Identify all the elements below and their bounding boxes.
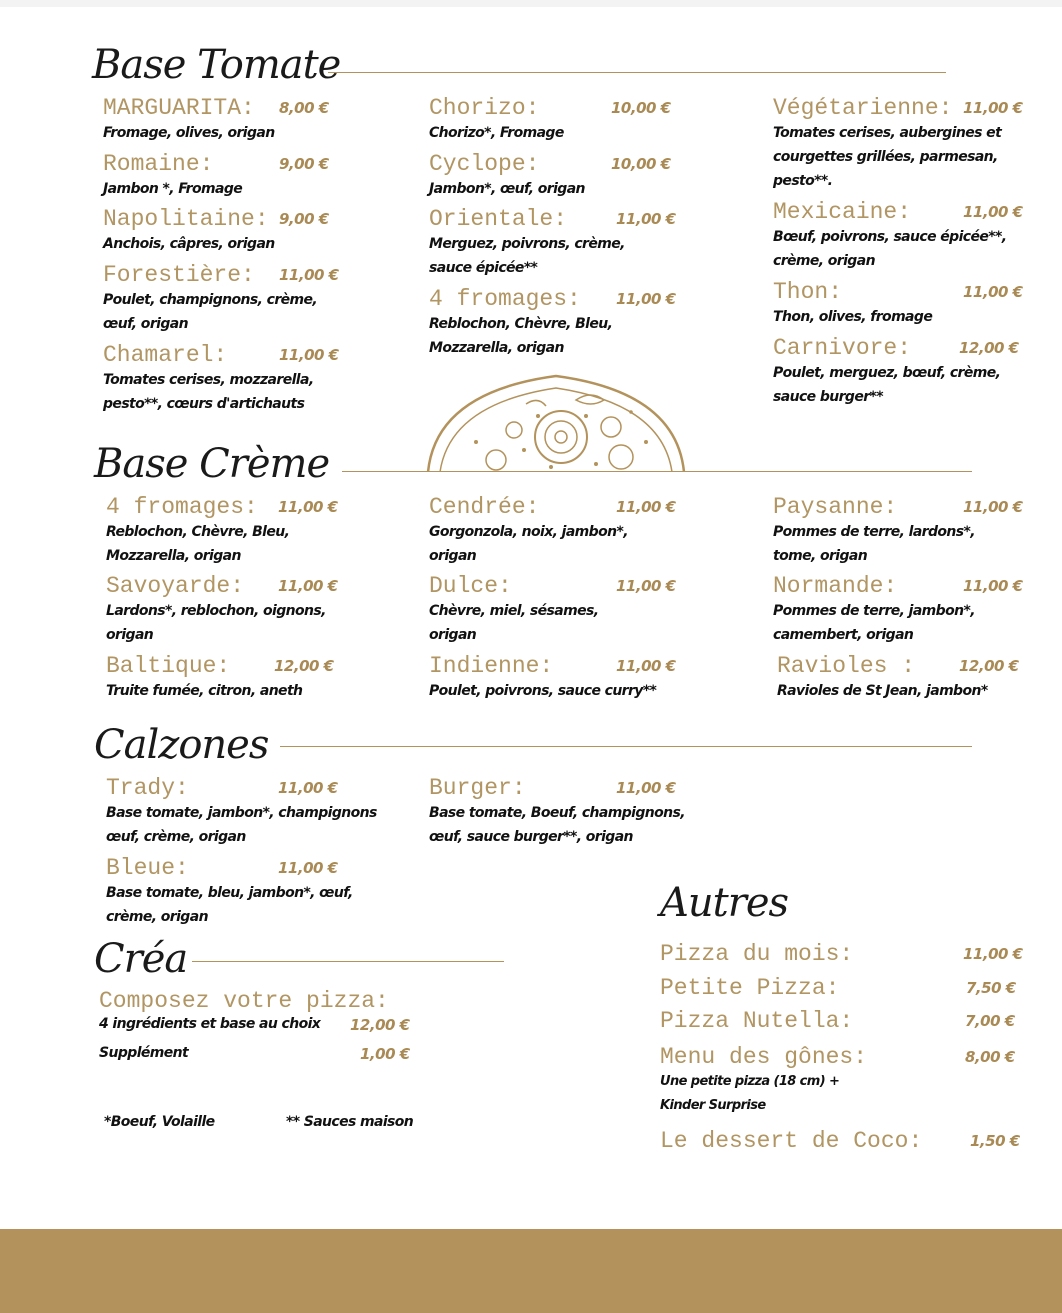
item-description: Truite fumée, citron, aneth (106, 683, 303, 699)
item-name: Trady: (106, 775, 189, 801)
item-price: 9,00 € (279, 155, 329, 173)
item-price: 7,50 € (966, 979, 1016, 997)
item-description: Base tomate, Boeuf, champignons, œuf, sauce burger**, origan (429, 805, 685, 845)
item-name: Le dessert de Coco: (660, 1128, 923, 1154)
item-name: Bleue: (106, 855, 189, 881)
item-price: 11,00 € (963, 283, 1023, 301)
item-description: Jambon*, œuf, origan (429, 181, 585, 197)
item-price: 12,00 € (959, 339, 1019, 357)
item-price: 1,50 € (970, 1132, 1020, 1150)
item-name: Carnivore: (773, 335, 912, 361)
item-description: Jambon *, Fromage (103, 181, 243, 197)
section-title-crea: Créa (94, 936, 188, 982)
item-name: Chamarel: (103, 342, 228, 368)
item-description: Lardons*, reblochon, oignons, origan (106, 603, 326, 643)
section-rule (192, 961, 504, 962)
item-name: Indienne: (429, 653, 554, 679)
item-price: 8,00 € (279, 99, 329, 117)
item-price: 12,00 € (959, 657, 1019, 675)
item-name: Paysanne: (773, 494, 898, 520)
item-price: 11,00 € (963, 99, 1023, 117)
item-name: Pizza Nutella: (660, 1008, 854, 1034)
item-name: MARGUARITA: (103, 95, 255, 121)
item-price: 11,00 € (279, 266, 339, 284)
item-name: Savoyarde: (106, 573, 245, 599)
top-edge (0, 0, 1062, 7)
item-name: Baltique: (106, 653, 231, 679)
section-rule (280, 746, 972, 747)
item-price: 11,00 € (278, 498, 338, 516)
item-description: Reblochon, Chèvre, Bleu, Mozzarella, origan (429, 316, 613, 356)
crea-line-price: 12,00 € (350, 1016, 410, 1034)
item-price: 11,00 € (963, 945, 1023, 963)
item-description: Poulet, merguez, bœuf, crème, sauce burger** (773, 365, 1001, 405)
pizza-illustration (426, 372, 686, 472)
item-name: Chorizo: (429, 95, 540, 121)
item-price: 11,00 € (278, 859, 338, 877)
item-price: 11,00 € (616, 290, 676, 308)
item-name: Ravioles : (777, 653, 916, 679)
item-description: Poulet, poivrons, sauce curry** (429, 683, 657, 699)
item-price: 11,00 € (278, 779, 338, 797)
item-description: Tomates cerises, aubergines et courgettes grillées, parmesan, pesto**. (773, 125, 1002, 189)
section-title-base-tomate: Base Tomate (92, 42, 341, 88)
item-price: 11,00 € (963, 577, 1023, 595)
crea-supplement-label: Supplément (99, 1045, 189, 1061)
item-name: Orientale: (429, 206, 568, 232)
item-price: 9,00 € (279, 210, 329, 228)
item-price: 11,00 € (963, 203, 1023, 221)
item-price: 11,00 € (616, 210, 676, 228)
item-description: Pommes de terre, lardons*, tome, origan (773, 524, 975, 564)
section-title-calzones: Calzones (94, 722, 269, 768)
item-price: 11,00 € (616, 657, 676, 675)
section-title-base-creme: Base Crème (94, 441, 330, 487)
item-description: Base tomate, jambon*, champignons œuf, crème, origan (106, 805, 377, 845)
crea-line-label: 4 ingrédients et base au choix (99, 1016, 321, 1032)
item-name: Burger: (429, 775, 526, 801)
item-price: 11,00 € (963, 498, 1023, 516)
item-description: Thon, olives, fromage (773, 309, 933, 325)
section-rule (342, 471, 972, 472)
item-price: 10,00 € (611, 155, 671, 173)
item-description: Ravioles de St Jean, jambon* (777, 683, 988, 699)
item-name: Thon: (773, 279, 843, 305)
item-name: Cendrée: (429, 494, 540, 520)
item-description: Pommes de terre, jambon*, camembert, origan (773, 603, 975, 643)
footer-band (0, 1229, 1062, 1313)
item-price: 7,00 € (965, 1012, 1015, 1030)
item-description: Anchois, câpres, origan (103, 236, 275, 252)
item-price: 11,00 € (279, 346, 339, 364)
item-description: Chèvre, miel, sésames, origan (429, 603, 599, 643)
item-name: Cyclope: (429, 151, 540, 177)
item-description: Bœuf, poivrons, sauce épicée**, crème, origan (773, 229, 1007, 269)
item-name: 4 fromages: (106, 494, 258, 520)
item-name: Mexicaine: (773, 199, 912, 225)
item-price: 8,00 € (965, 1048, 1015, 1066)
item-description: Base tomate, bleu, jambon*, œuf, crème, origan (106, 885, 353, 925)
item-name: Menu des gônes: (660, 1044, 868, 1070)
item-price: 11,00 € (278, 577, 338, 595)
item-description: Une petite pizza (18 cm) + Kinder Surprise (660, 1074, 840, 1113)
item-description: Poulet, champignons, crème, œuf, origan (103, 292, 318, 332)
item-name: Napolitaine: (103, 206, 269, 232)
item-name: 4 fromages: (429, 286, 581, 312)
item-price: 11,00 € (616, 498, 676, 516)
item-description: Merguez, poivrons, crème, sauce épicée** (429, 236, 625, 276)
item-description: Gorgonzola, noix, jambon*, origan (429, 524, 628, 564)
section-rule (328, 72, 946, 73)
item-description: Fromage, olives, origan (103, 125, 275, 141)
item-name: Normande: (773, 573, 898, 599)
item-name: Dulce: (429, 573, 512, 599)
section-title-autres: Autres (660, 880, 789, 926)
item-price: 12,00 € (274, 657, 334, 675)
crea-supplement-price: 1,00 € (360, 1045, 410, 1063)
item-price: 10,00 € (611, 99, 671, 117)
crea-heading: Composez votre pizza: (99, 988, 389, 1014)
item-price: 11,00 € (616, 577, 676, 595)
item-name: Forestière: (103, 262, 255, 288)
item-description: Tomates cerises, mozzarella, pesto**, cœurs d'artichauts (103, 372, 314, 412)
item-price: 11,00 € (616, 779, 676, 797)
item-description: Reblochon, Chèvre, Bleu, Mozzarella, origan (106, 524, 290, 564)
item-name: Végétarienne: (773, 95, 953, 121)
item-name: Romaine: (103, 151, 214, 177)
item-name: Pizza du mois: (660, 941, 854, 967)
footnote-boeuf-volaille: *Boeuf, Volaille (104, 1114, 215, 1130)
footnote-sauces-maison: ** Sauces maison (286, 1114, 414, 1130)
item-description: Chorizo*, Fromage (429, 125, 564, 141)
item-name: Petite Pizza: (660, 975, 840, 1001)
